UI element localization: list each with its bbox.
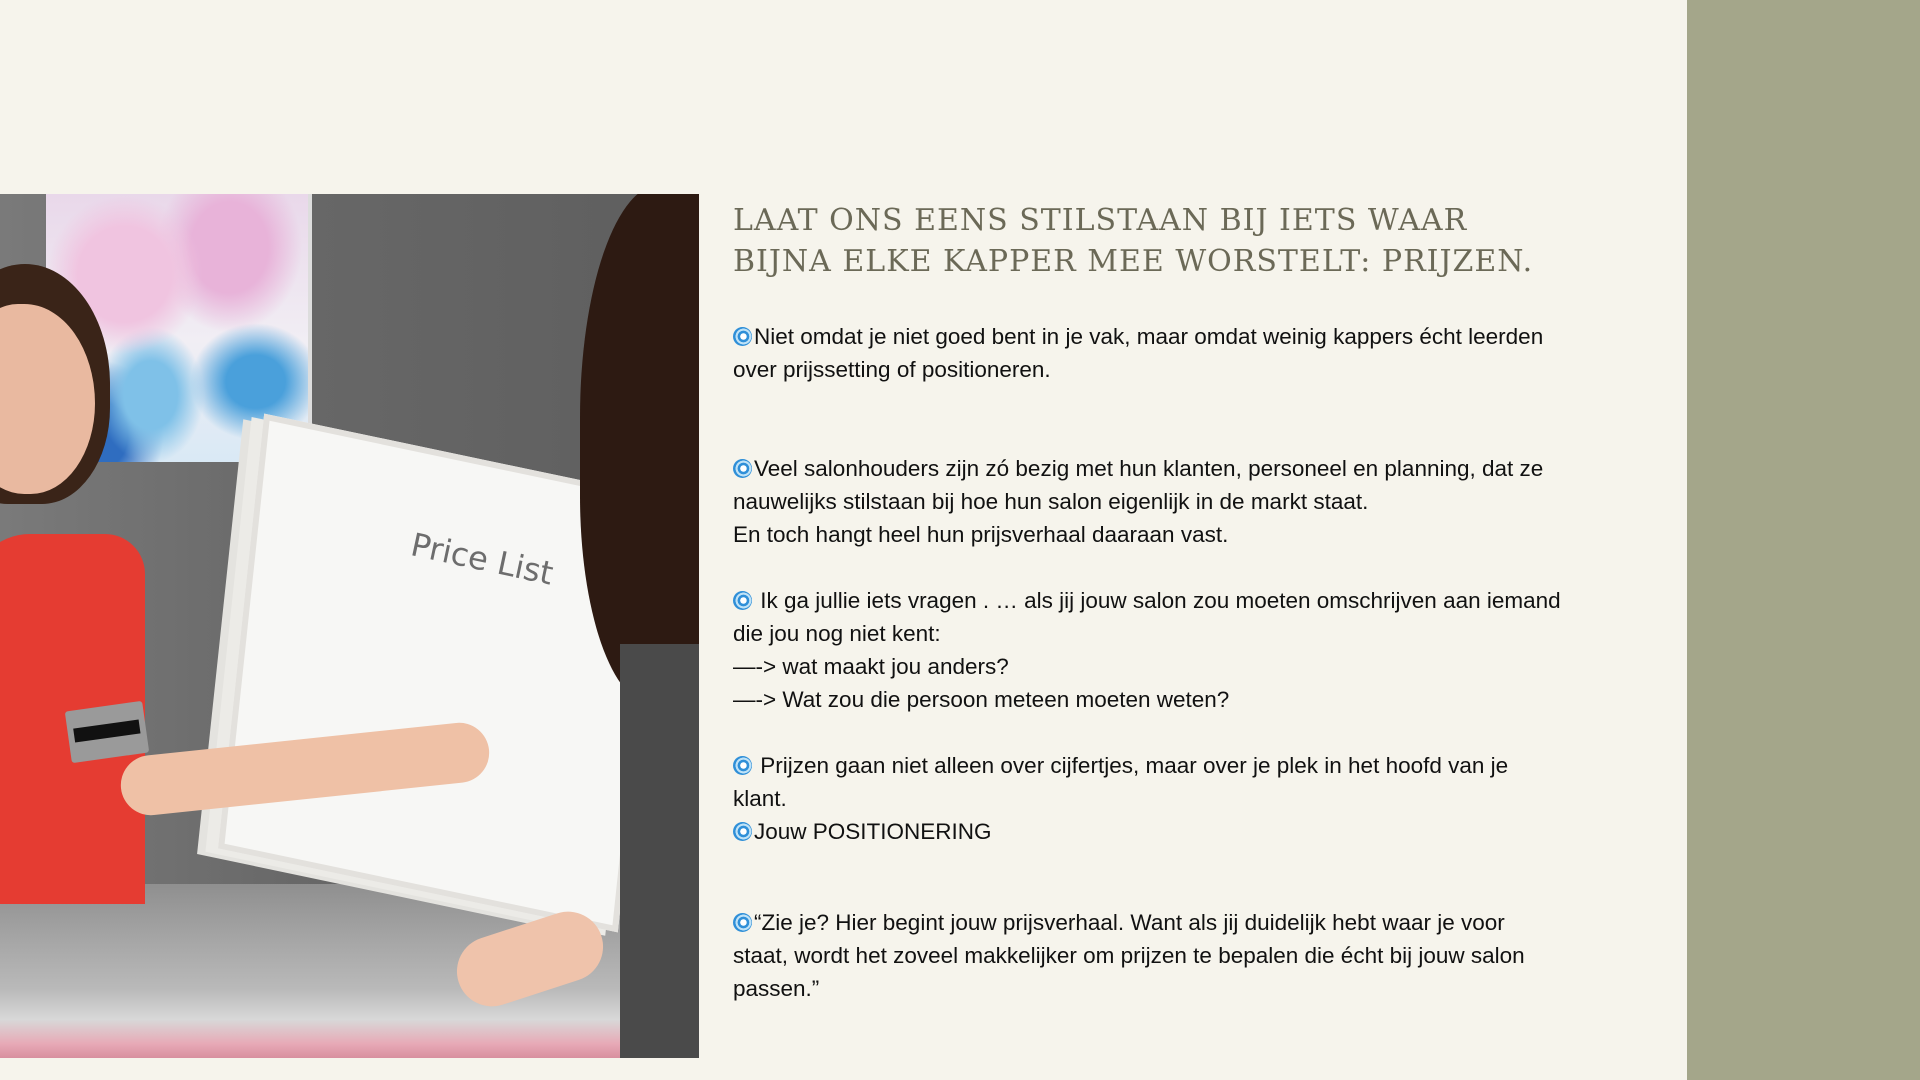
paragraph-2: Veel salonhouders zijn zó bezig met hun klanten, personeel en planning, dat ze nauwelijks stilstaan bij hoe hun salon eigenlijk in de markt staat. xyxy=(733,456,1544,514)
swirl-icon xyxy=(733,756,752,775)
swirl-icon xyxy=(733,822,752,841)
text-column xyxy=(733,200,1563,1005)
photo-client-body xyxy=(620,644,699,1058)
swirl-icon xyxy=(733,459,752,478)
swirl-icon xyxy=(733,591,752,610)
paragraph-4: Ik ga jullie iets vragen . … als jij jouw salon zou moeten omschrijven aan iemand die jou nog niet kent: xyxy=(733,588,1561,646)
salon-price-list-photo xyxy=(0,194,699,1058)
photo-name-badge xyxy=(65,701,149,763)
paragraph-5: Prijzen gaan niet alleen over cijfertjes, maar over je plek in het hoofd van je klant. xyxy=(733,753,1509,811)
price-list-caption: Price List xyxy=(407,525,557,593)
swirl-icon xyxy=(733,327,752,346)
paragraph-3: En toch hangt heel hun prijsverhaal daaraan vast. xyxy=(733,522,1229,547)
page-heading: LAAT ONS EENS STILSTAAN BIJ IETS WAAR BIJNA ELKE KAPPER MEE WORSTELT: PRIJZEN. xyxy=(733,203,1534,279)
swirl-icon xyxy=(733,913,752,932)
paragraph-1: Niet omdat je niet goed bent in je vak, maar omdat weinig kappers écht leerden over prijssetting of positioneren. xyxy=(733,324,1544,382)
question-2: —-> Wat zou die persoon meteen moeten weten? xyxy=(733,687,1230,712)
photo-client-hair xyxy=(580,194,699,704)
question-1: —-> wat maakt jou anders? xyxy=(733,654,1009,679)
paragraph-6: Jouw POSITIONERING xyxy=(733,815,1563,848)
paragraph-7: “Zie je? Hier begint jouw prijsverhaal. Want als jij duidelijk hebt waar je voor staat, wordt het zoveel makkelijker om prijzen te bepalen die écht bij jouw salon passen.” xyxy=(733,910,1525,1001)
decorative-side-band xyxy=(1687,0,1920,1080)
